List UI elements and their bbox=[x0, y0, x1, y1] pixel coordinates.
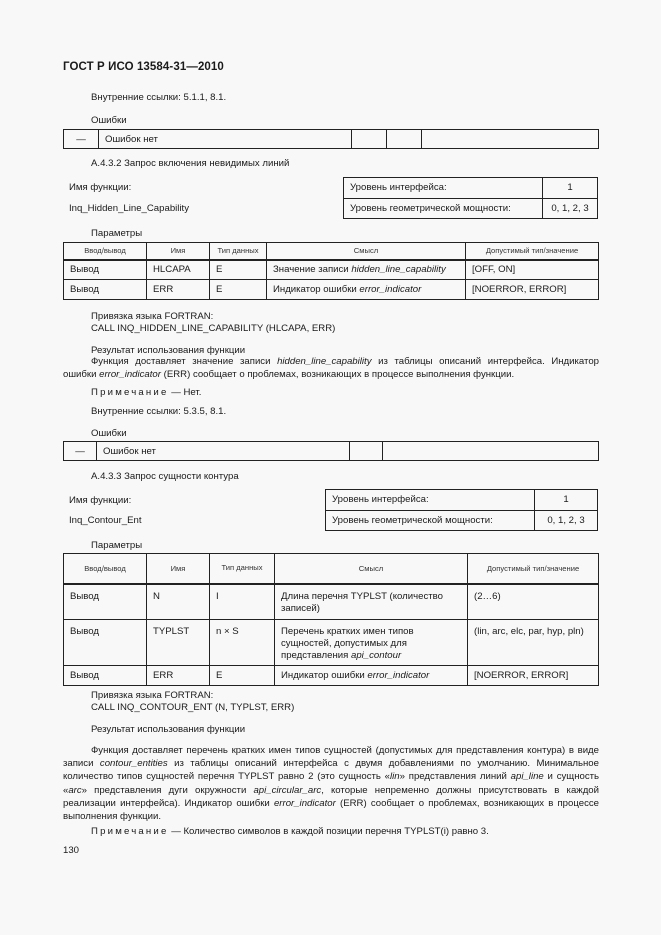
params-table: Ввод/вывод Имя Тип данных Смысл Допустимый тип/значение Вывод N I Длина перечня TYPLST (количество записей) (2…6) Вывод TYPLST n × S Перечень кратких имен типов сущностей, допустимых для представления api_contour (lin, arc, elc, par, hyp, pln) Вывод ERR E Индикатор ошибки error_indicator [NOERROR, ERROR] bbox=[63, 553, 599, 686]
errors-text: Ошибок нет bbox=[99, 130, 352, 149]
note: Примечание — Нет. bbox=[91, 387, 202, 398]
errors-table: — Ошибок нет bbox=[63, 441, 599, 461]
params-label: Параметры bbox=[91, 228, 143, 239]
table-row: Вывод ERR E Индикатор ошибки error_indicator [NOERROR, ERROR] bbox=[64, 280, 599, 300]
function-name: Inq_Contour_Ent bbox=[69, 515, 142, 526]
levels-table bbox=[343, 177, 598, 219]
document-title: ГОСТ Р ИСО 13584-31—2010 bbox=[63, 61, 224, 73]
params-label: Параметры bbox=[91, 540, 143, 551]
levels-table: Уровень интерфейса: 1 Уровень геометрической мощности: 0, 1, 2, 3 bbox=[325, 489, 598, 531]
page-number: 130 bbox=[63, 845, 80, 856]
note: Примечание — Количество символов в каждой позиции перечня TYPLST(i) равно 3. bbox=[91, 826, 489, 837]
table-row: Вывод HLCAPA E Значение записи hidden_line_capability [OFF, ON] bbox=[64, 260, 599, 280]
geometry-level-value: 0, 1, 2, 3 bbox=[543, 198, 598, 219]
geometry-level-label: Уровень геометрической мощности: bbox=[344, 198, 543, 219]
interface-level-label: Уровень интерфейса: bbox=[344, 178, 543, 199]
internal-refs: Внутренние ссылки: 5.1.1, 8.1. bbox=[91, 92, 227, 103]
result-label: Результат использования функции bbox=[91, 724, 246, 735]
result-paragraph: Функция доставляет значение записи hidden_line_capability из таблицы описаний интерфейса. Индикатор ошибки error_indicator (ERR) сообщает о проблемах, возникающих в процессе выполнения функции. bbox=[63, 356, 599, 381]
table-row: Вывод N I Длина перечня TYPLST (количество записей) (2…6) bbox=[64, 584, 599, 620]
fortran-call: CALL INQ_HIDDEN_LINE_CAPABILITY (HLCAPA, ERR) bbox=[91, 323, 336, 334]
section-heading: А.4.3.3 Запрос сущности контура bbox=[91, 471, 239, 482]
table-row: Вывод ERR E Индикатор ошибки error_indicator [NOERROR, ERROR] bbox=[64, 666, 599, 686]
function-name-label: Имя функции: bbox=[69, 182, 132, 193]
errors-dash: — bbox=[64, 130, 99, 149]
fortran-label: Привязка языка FORTRAN: bbox=[91, 690, 214, 701]
errors-table bbox=[63, 129, 599, 149]
function-name-label: Имя функции: bbox=[69, 495, 132, 506]
function-name: Inq_Hidden_Line_Capability bbox=[69, 203, 190, 214]
fortran-call: CALL INQ_CONTOUR_ENT (N, TYPLST, ERR) bbox=[91, 702, 295, 713]
params-table: Ввод/вывод Имя Тип данных Смысл Допустимый тип/значение Вывод HLCAPA E Значение записи hidden_line_capability [OFF, ON] Вывод ERR E Индикатор ошибки error_indicator [NOERROR, ERROR] bbox=[63, 242, 599, 300]
errors-label: Ошибки bbox=[91, 428, 127, 439]
internal-refs: Внутренние ссылки: 5.3.5, 8.1. bbox=[91, 406, 227, 417]
result-paragraph: Функция доставляет перечень кратких имен типов сущностей (допустимых для представления контура) в виде записи contour_entities из таблицы описаний интерфейса с двумя добавлениями по умолчанию. Минимальное количество типов сущностей перечня TYPLST равно 2 (это сущность «lin» представления линий api_line и сущность «arc» представления дуги окружности api_circular_arc, которые непременно должны присутствовать в каждой реализации интерфейса). Индикатор ошибки error_indicator (ERR) сообщает о проблемах, возникающих в процессе выполнения функции. bbox=[63, 745, 600, 823]
result-label: Результат использования функции bbox=[91, 345, 246, 356]
interface-level-value: 1 bbox=[543, 178, 598, 199]
section-heading: А.4.3.2 Запрос включения невидимых линий bbox=[91, 158, 290, 169]
table-row: Вывод TYPLST n × S Перечень кратких имен типов сущностей, допустимых для представления api_contour (lin, arc, elc, par, hyp, pln) bbox=[64, 620, 599, 666]
errors-label: Ошибки bbox=[91, 115, 127, 126]
fortran-label: Привязка языка FORTRAN: bbox=[91, 311, 214, 322]
